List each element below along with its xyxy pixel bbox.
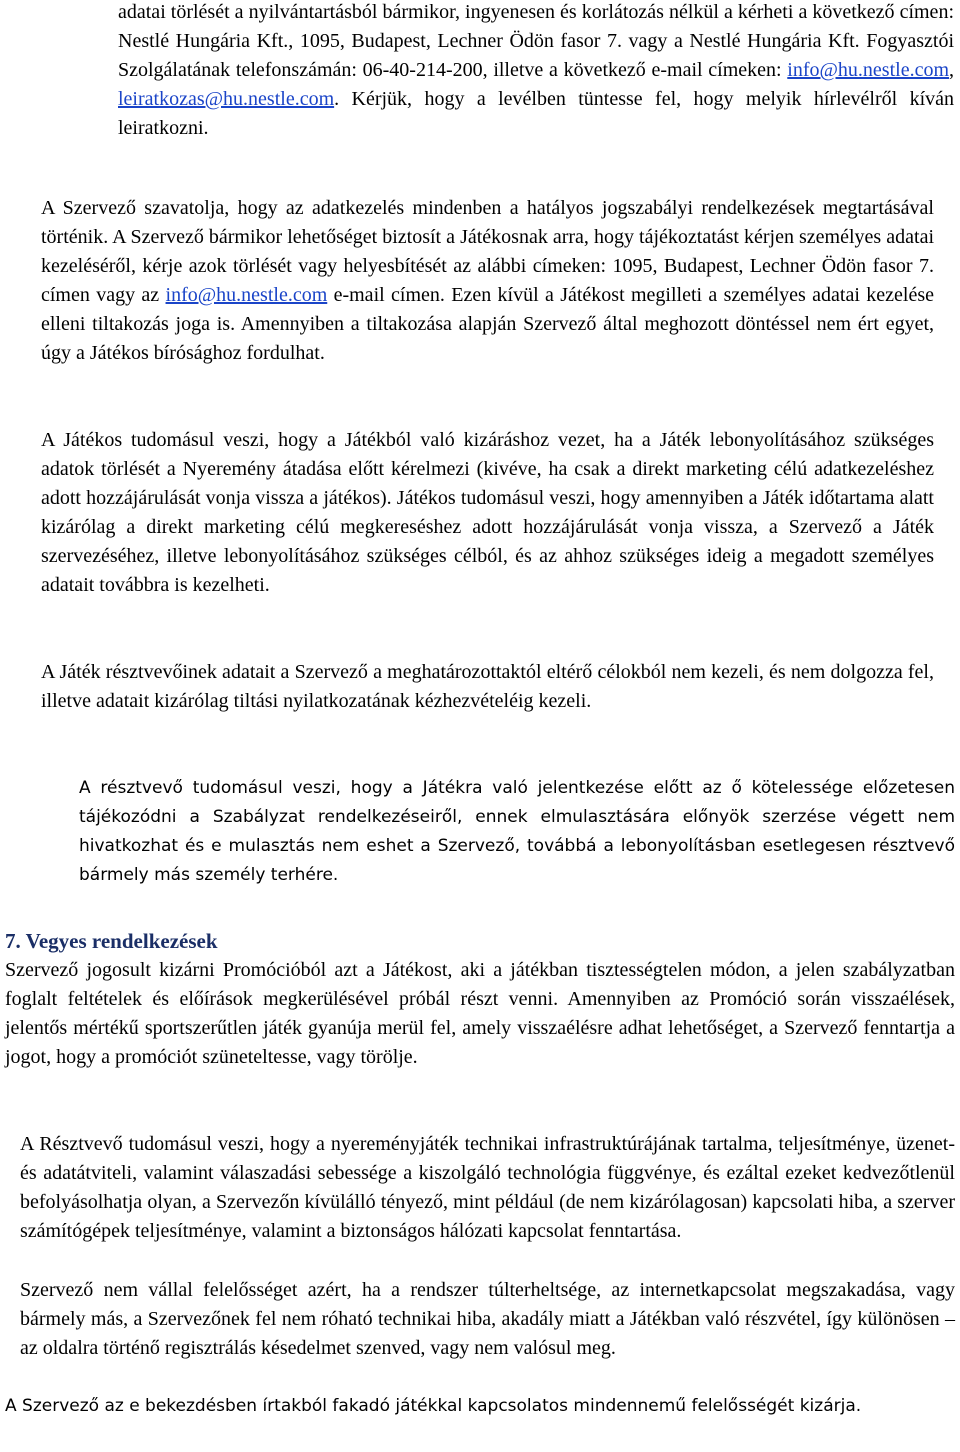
paragraph-unsubscribe-text-2: ,: [949, 59, 954, 81]
paragraph-unsubscribe-text-1: adatai törlését a nyilvántartásból bármikor, ingyenesen és korlátozás nélkül a kérheti a következő címen: Nestlé Hungária Kft., 1095, Budapest, Lechner Ödön fasor 7. vagy a Nestlé Hungária Kft. Fogyasztói Szolgálatának telefonszámán: 06-40-214-200, illetve a következő e-mail címeken:: [118, 1, 954, 81]
paragraph-liability-exclusion: A Szervező az e bekezdésben írtakból fakadó játékkal kapcsolatos mindennemű felelősségét kizárja.: [5, 1396, 862, 1416]
section-7-heading: 7. Vegyes rendelkezések: [5, 929, 218, 953]
paragraph-unsubscribe: [118, 0, 954, 143]
paragraph-unsubscribe-text-3: . Kérjük, hogy a levélben tüntesse fel, hogy melyik hírlevélről kíván leiratkozni.: [118, 88, 954, 139]
email-link-info[interactable]: info@hu.nestle.com: [787, 59, 949, 81]
paragraph-data-protection-text-2: e-mail címen. Ezen kívül a Játékost megilleti a személyes adatai kezelése elleni tiltakozás joga is. Amennyiben a tiltakozása alapján Szervező által meghozott döntéssel nem ért egyet, úgy a Játékos bírósághoz fordulhat.: [41, 284, 934, 364]
paragraph-data-protection-text-1: A Szervező szavatolja, hogy az adatkezelés mindenben a hatályos jogszabályi rendelkezések megtartásával történik. A Szervező bármikor lehetőséget biztosít a Játékosnak arra, hogy tájékoztatást kérjen személyes adatai kezeléséről, kérje azok törlését vagy helyesbítését az alábbi címeken: 1095, Budapest, Lechner Ödön fasor 7. címen vagy az: [41, 197, 934, 306]
paragraph-technical-infrastructure: A Résztvevő tudomásul veszi, hogy a nyereményjáték technikai infrastruktúrájának tartalma, teljesítménye, üzenet- és adatátviteli, valamint válaszadási sebessége a kiszolgáló technológia függvénye, és ezáltal ezeket kedvezőtlenül befolyásolhatja olyan, a Szervezőn kívülálló tényező, mint például (de nem kizárólagosan) kapcsolati hiba, a szerver számítógépek teljesítménye, valamint a biztonságos hálózati kapcsolat fenntartása.: [20, 1133, 955, 1242]
paragraph-liability: Szervező nem vállal felelősséget azért, ha a rendszer túlterheltsége, az internetkapcsolat megszakadása, vagy bármely más, a Szervezőnek fel nem róható technikai hiba, akadály miatt a Játékban való részvétel, így különösen – az oldalra történő regisztrálás késedelmet szenved, vagy nem valósul meg.: [20, 1279, 955, 1359]
paragraph-exclusion-rights: Szervező jogosult kizárni Promócióból azt a Játékost, aki a játékban tisztességtelen módon, a jelen szabályzatban foglalt feltételek és előírások megkerülésével próbál részt venni. Amennyiben az Promóció során visszaélések, jelentős mértékű sportszerűtlen játék gyanúja merül fel, amely visszaélésre adhat lehetőséget, a Szervező fenntartja a jogot, hogy a promóciót szüneteltesse, vagy törölje.: [5, 959, 955, 1068]
paragraph-data-protection: [41, 194, 934, 368]
paragraph-data-usage: A Játék résztvevőinek adatait a Szervező a meghatározottaktól eltérő célokból nem kezeli, és nem dolgozza fel, illetve adatait kizárólag tiltási nyilatkozatának kézhezvételéig kezeli.: [41, 661, 934, 712]
email-link-leiratkozas[interactable]: leiratkozas@hu.nestle.com: [118, 88, 335, 110]
paragraph-exclusion: A Játékos tudomásul veszi, hogy a Játékból való kizáráshoz vezet, ha a Játék lebonyolításához szükséges adatok törlését a Nyeremény átadása előtt kérelmezi (kivéve, ha csak a direkt marketing célú adatkezeléshez adott hozzájárulását vonja vissza a játékos). Játékos tudomásul veszi, hogy amennyiben a Játék időtartama alatt kizárólag a direkt marketing célú megkereséshez adott hozzájárulását vonja vissza, a Szervező a Játék szervezéséhez, illetve lebonyolításához szükséges célból, és az ahhoz szükséges ideig a megadott személyes adatait továbbra is kezelheti.: [41, 429, 934, 596]
paragraph-participant-duty: A résztvevő tudomásul veszi, hogy a Játékra való jelentkezése előtt az ő kötelessége előzetesen tájékozódni a Szabályzat rendelkezéseiről, ennek elmulasztására előnyök szerzése végett nem hivatkozhat és e mulasztás nem eshet a Szervező, továbbá a lebonyolításban esetlegesen résztvevő bármely más személy terhére.: [79, 778, 955, 885]
email-link-info-2[interactable]: info@hu.nestle.com: [165, 284, 328, 306]
